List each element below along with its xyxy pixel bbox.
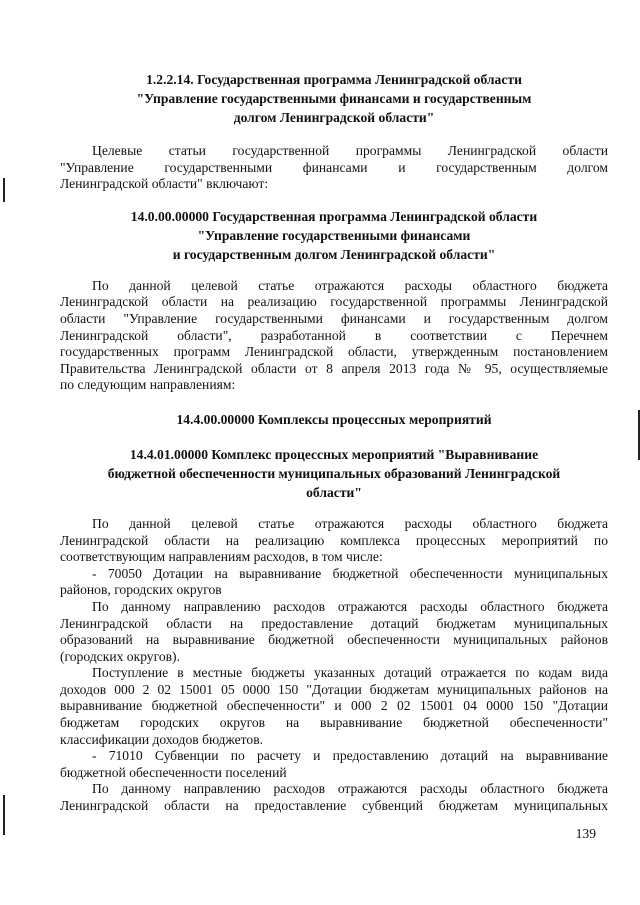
paragraph-line: области "Управление государственными финансами и государственным долгом: [60, 310, 608, 326]
paragraph-line: По данной целевой статье отражаются расходы областного бюджета: [92, 515, 608, 531]
paragraph-line: (городских округов).: [60, 648, 180, 664]
heading-line: области": [306, 484, 362, 500]
paragraph-line: бюджетной обеспеченности поселений: [60, 764, 287, 780]
heading-line: "Управление государственными финансами и государственным: [136, 91, 532, 106]
item-70050-income: [60, 665, 608, 748]
paragraph-line: выравнивание бюджетной обеспеченности" и 000 2 02 15001 04 0000 150 "Дотации: [60, 698, 608, 714]
intro-paragraph: [60, 143, 608, 193]
heading-line: "Управление государственными финансами: [197, 227, 471, 243]
document-body: [60, 70, 608, 815]
paragraph-line: Ленинградской области на реализацию государственной программы Ленинградской: [60, 294, 608, 310]
heading-line: 14.4.01.00000 Комплекс процессных мероприятий "Выравнивание: [129, 446, 539, 462]
paragraph-line: по следующим направлениям:: [60, 377, 236, 393]
paragraph-line: районов, городских округов: [60, 582, 222, 598]
paragraph-line: соответствующим направлениям расходов, в том числе:: [60, 549, 383, 565]
paragraph-line: классификации доходов бюджетов.: [60, 731, 264, 747]
paragraph-line: бюджетам городских округов на выравнивание бюджетной обеспеченности": [60, 715, 608, 731]
paragraph-line: Ленинградской области на реализацию комплекса процессных мероприятий по: [60, 532, 608, 548]
paragraph-line: доходов 000 2 02 15001 05 0000 150 "Дотации бюджетам муниципальных районов на: [60, 681, 608, 697]
paragraph-line: Ленинградской области" включают:: [60, 176, 269, 192]
paragraph-line: Правительства Ленинградской области от 8 апреля 2013 года № 95, осуществляемые: [60, 360, 608, 376]
heading-line: 1.2.2.14. Государственная программа Ленинградской области: [146, 72, 522, 87]
item-71010-direction: [60, 781, 608, 814]
complex-heading: [60, 410, 608, 429]
scan-edge-mark: [3, 795, 5, 835]
program-heading: [60, 207, 608, 264]
paragraph-line: государственных программ Ленинградской области, утвержденным постановлением: [60, 344, 608, 360]
paragraph-line: По данному направлению расходов отражаются расходы областного бюджета: [92, 598, 608, 614]
page-number: 139: [575, 826, 596, 841]
item-70050-direction: [60, 599, 608, 665]
paragraph-line: - 70050 Дотации на выравнивание бюджетной обеспеченности муниципальных: [92, 565, 608, 581]
item-70050: [60, 566, 608, 599]
scan-edge-mark: [3, 178, 5, 202]
paragraph-line: образований на выравнивание бюджетной обеспеченности муниципальных районов: [60, 632, 608, 648]
paragraph-line: Целевые статьи государственной программы Ленинградской области: [92, 143, 608, 158]
heading-line: бюджетной обеспеченности муниципальных образований Ленинградской: [107, 465, 561, 481]
heading-line: 14.4.00.00000 Комплексы процессных мероприятий: [176, 411, 492, 427]
paragraph-line: По данному направлению расходов отражаются расходы областного бюджета: [92, 781, 608, 797]
subcomplex-paragraph: [60, 516, 608, 566]
subcomplex-heading: [60, 445, 608, 502]
paragraph-line: Ленинградской области на предоставление дотаций бюджетам муниципальных: [60, 615, 608, 631]
item-71010: [60, 748, 608, 781]
program-paragraph: [60, 278, 608, 394]
paragraph-line: Поступление в местные бюджеты указанных дотаций отражается по кодам вида: [92, 665, 608, 681]
paragraph-line: - 71010 Субвенции по расчету и предоставлению дотаций на выравнивание: [92, 748, 608, 764]
paragraph-line: "Управление государственными финансами и государственным долгом: [60, 159, 608, 175]
section-heading: [60, 70, 608, 127]
heading-line: 14.0.00.00000 Государственная программа Ленинградской области: [130, 208, 538, 224]
heading-line: долгом Ленинградской области": [233, 110, 435, 125]
paragraph-line: Ленинградской области", разработанной в соответствии с Перечнем: [60, 327, 608, 343]
heading-line: и государственным долгом Ленинградской области": [172, 246, 496, 262]
paragraph-line: По данной целевой статье отражаются расходы областного бюджета: [92, 277, 608, 293]
paragraph-line: Ленинградской области на предоставление субвенций бюджетам муниципальных: [60, 798, 608, 814]
